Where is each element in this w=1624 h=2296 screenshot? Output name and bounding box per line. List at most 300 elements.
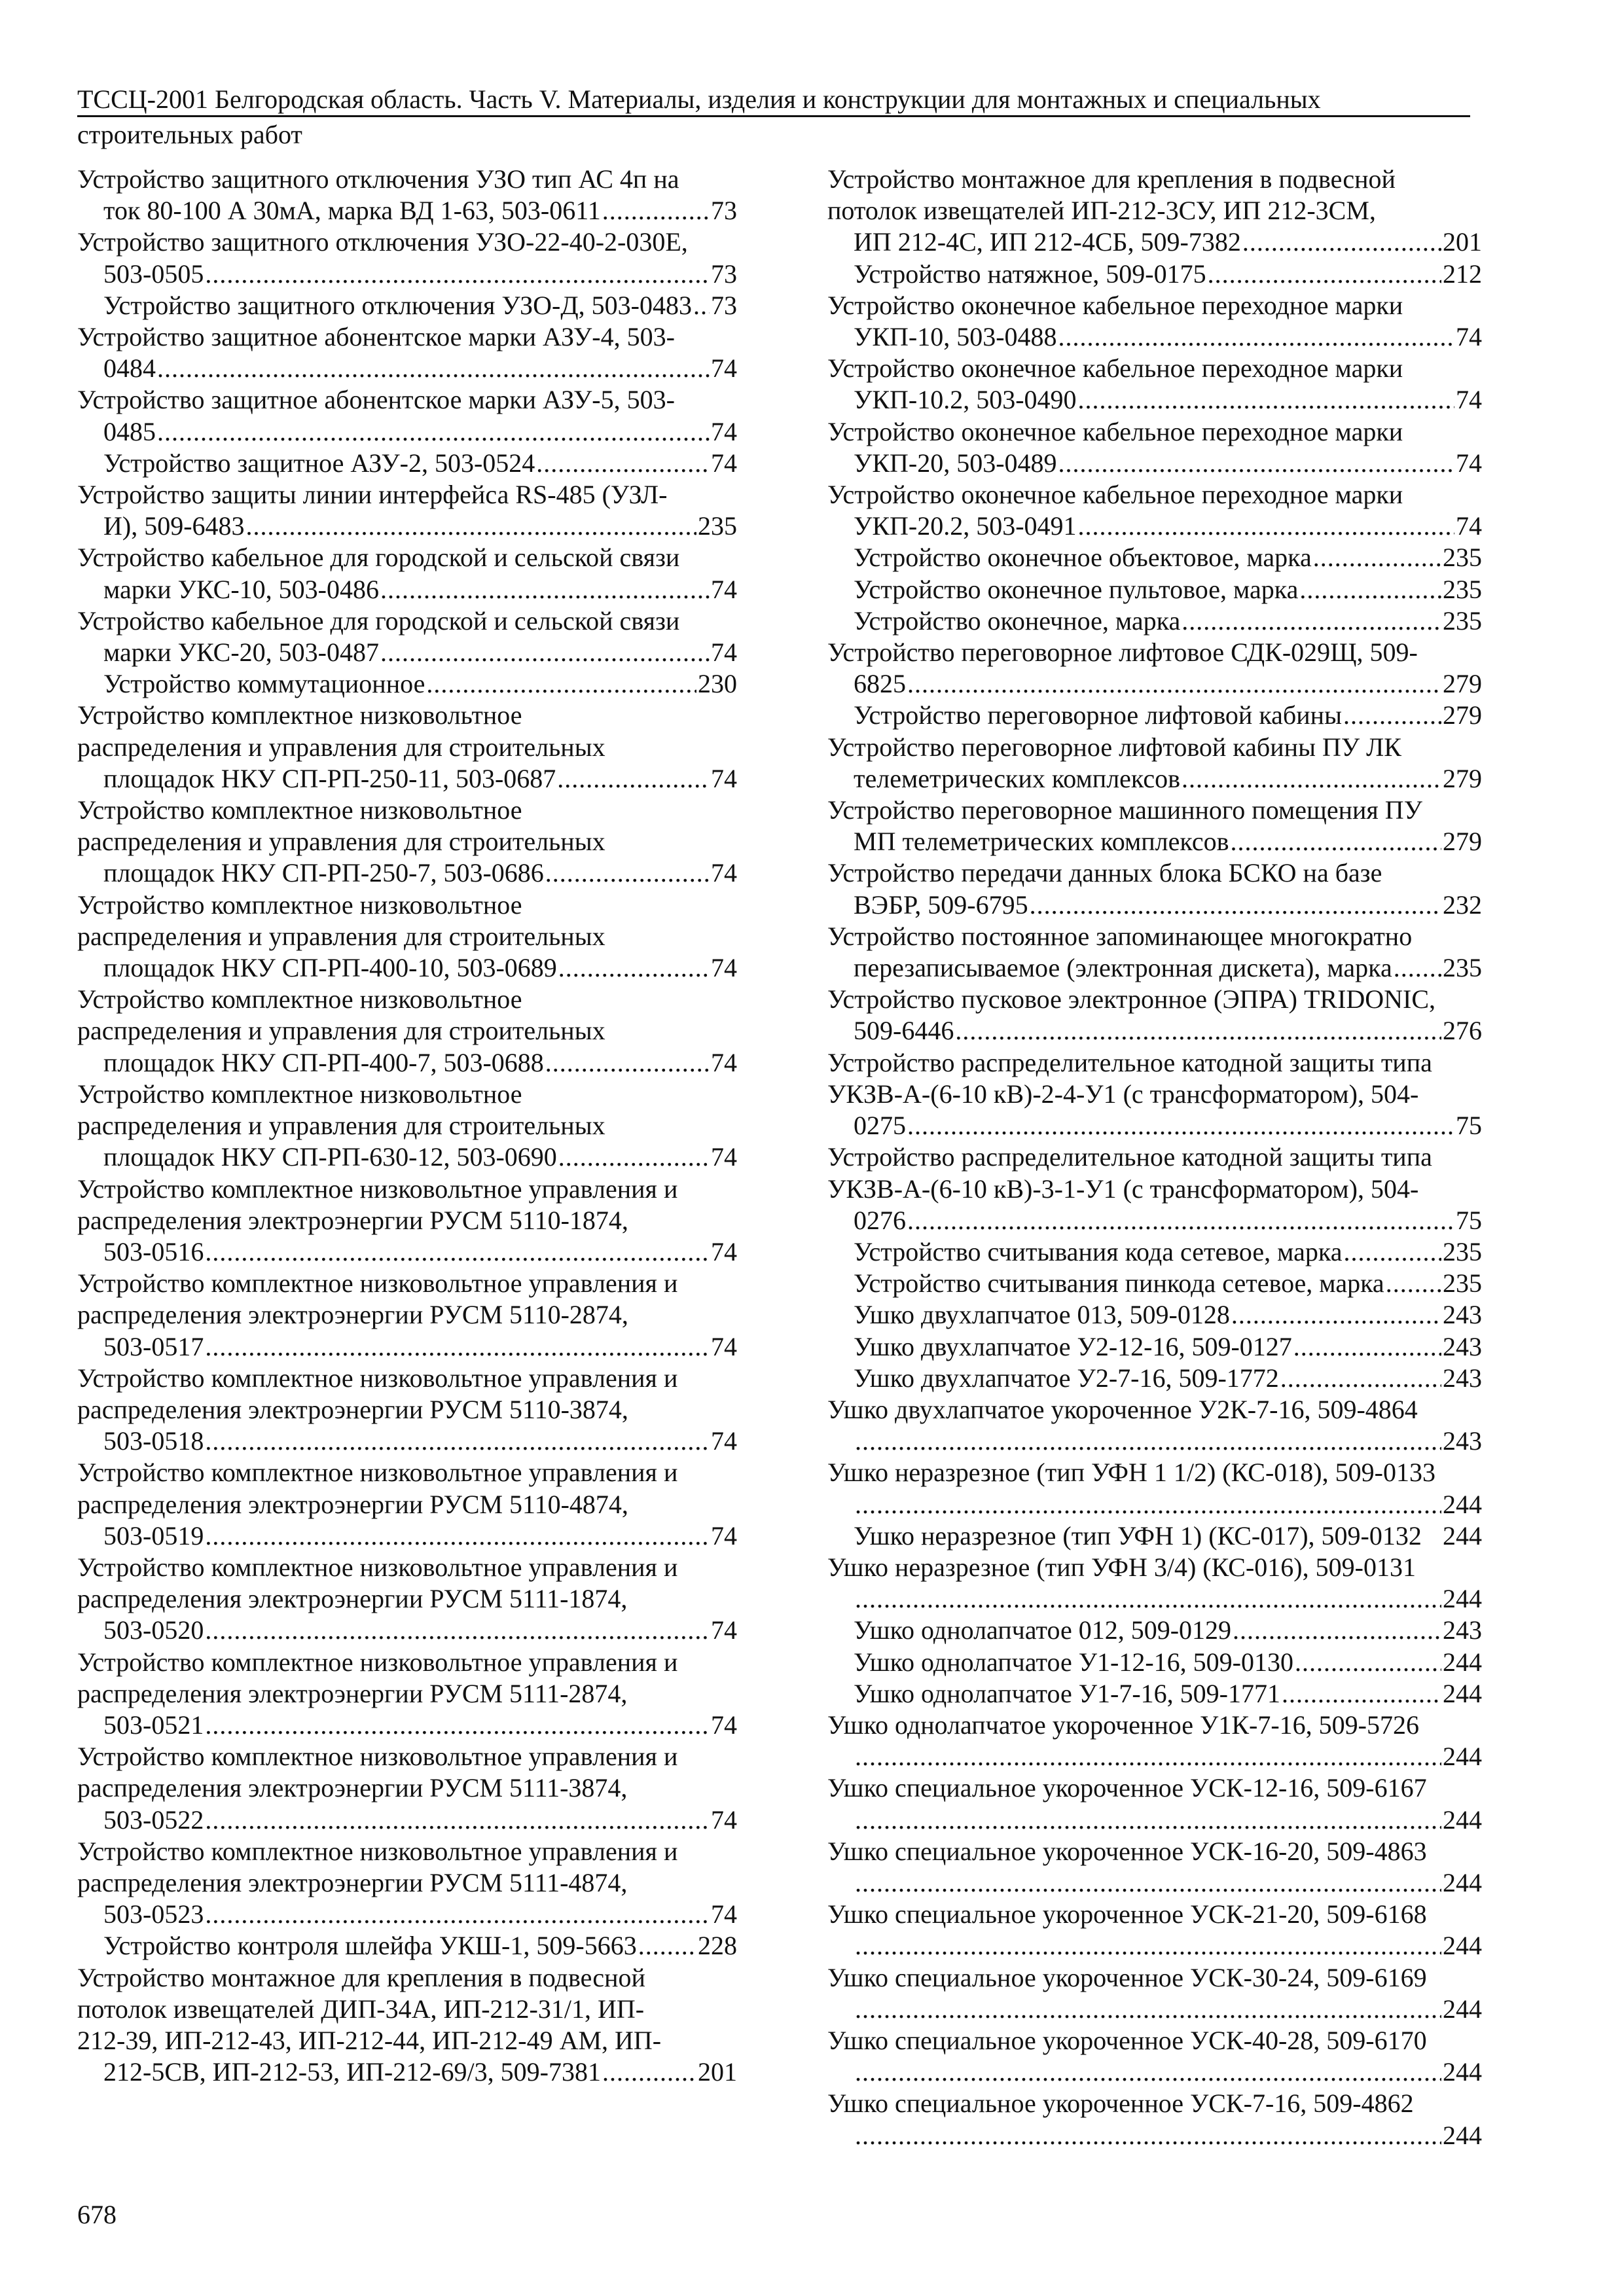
index-entry-text: Устройство комплектное низковольтное: [77, 700, 522, 730]
dot-leader: [558, 1141, 710, 1173]
index-entry: [77, 1930, 737, 1962]
index-entry: [827, 259, 1482, 290]
index-page-ref: 244: [1443, 1994, 1482, 2024]
index-entry-last-line: [103, 353, 737, 384]
index-entry-text: площадок НКУ СП-РП-250-11, 503-0687: [103, 763, 556, 793]
dot-leader: [557, 763, 710, 795]
index-entry-last-line: [103, 1141, 737, 1173]
index-entry-text: Ушко однолапчатое укороченное У1К-7-16, 509-5726: [827, 1710, 1419, 1740]
index-entry-last-line: [103, 259, 737, 290]
dot-leader: [855, 1741, 1441, 1772]
header-title: ТССЦ-2001 Белгородская область. Часть V. Материалы, изделия и конструкции для монтажных и специальных: [77, 84, 1321, 114]
index-entry: [77, 1079, 737, 1174]
index-entry: [827, 290, 1482, 353]
index-page-ref: 235: [1443, 605, 1482, 636]
index-entry: [827, 353, 1482, 416]
index-entry-last-line: [854, 1331, 1482, 1363]
index-page-ref: 279: [1443, 700, 1482, 730]
index-entry-last-line: [103, 290, 737, 321]
index-entry: [77, 448, 737, 479]
index-page-ref: 235: [1443, 543, 1482, 573]
index-page-ref: 243: [1443, 1426, 1482, 1456]
index-entry-text: 0485: [103, 416, 156, 446]
index-entry-text: телеметрических комплексов: [854, 763, 1181, 793]
index-entry-text: Устройство оконечное кабельное переходное марки: [827, 416, 1403, 446]
index-page-ref: 243: [1443, 1363, 1482, 1393]
index-entry-text: Устройство монтажное для крепления в подвесной: [77, 1962, 645, 1992]
index-entry-text: 212-5СВ, ИП-212-53, ИП-212-69/3, 509-7381: [103, 2057, 601, 2087]
index-entry-last-line: [103, 637, 737, 668]
index-page-ref: 244: [1443, 1931, 1482, 1961]
dot-leader: [536, 448, 710, 479]
index-entry-text: Устройство защитного отключения УЗО тип АС 4п на: [77, 164, 679, 194]
dot-leader: [1295, 1647, 1441, 1678]
index-entry: [827, 1772, 1482, 1835]
dot-leader: [545, 1047, 710, 1079]
index-entry-text: Устройство защитное абонентское марки АЗУ-4, 503-: [77, 322, 675, 352]
index-entry-last-line: [854, 384, 1482, 416]
dot-leader: [693, 290, 710, 321]
index-entry-text: Устройство натяжное, 509-0175: [854, 259, 1206, 289]
index-page-ref: 73: [711, 259, 737, 289]
index-entry-last-line: [854, 1678, 1482, 1710]
index-entry-text: 212-39, ИП-212-43, ИП-212-44, ИП-212-49 АМ, ИП-: [77, 2025, 662, 2055]
index-entry: [827, 1457, 1482, 1520]
index-entry-text: Ушко двухлапчатое У2-12-16, 509-0127: [854, 1331, 1292, 1361]
index-entry-text: ток 80-100 А 30мА, марка ВД 1-63, 503-0611: [103, 196, 601, 226]
index-page-ref: 73: [711, 290, 737, 320]
index-entry: [827, 921, 1482, 984]
index-entry-last-line: [854, 1110, 1482, 1141]
index-page-ref: 244: [1443, 2057, 1482, 2087]
dot-leader: [157, 353, 710, 384]
dot-leader: [426, 668, 696, 700]
index-entry: [827, 1047, 1482, 1142]
index-entry: [77, 321, 737, 384]
index-entry-last-line: [854, 1363, 1482, 1394]
index-entry-last-line: [103, 857, 737, 889]
index-page-ref: 228: [698, 1931, 737, 1961]
dot-leader: [1182, 605, 1441, 637]
index-page-ref: 279: [1443, 827, 1482, 857]
dot-leader: [1233, 1615, 1441, 1646]
dot-leader: [205, 1615, 710, 1646]
index-entry: [827, 1520, 1482, 1552]
index-entry-text: Ушко однолапчатое У1-12-16, 509-0130: [854, 1647, 1293, 1677]
dot-leader: [855, 2056, 1441, 2088]
index-entry-text: распределения электроэнергии РУСМ 5110-1874,: [77, 1205, 628, 1235]
index-entry-text: 503-0518: [103, 1426, 204, 1456]
index-entry-text: марки УКС-10, 503-0486: [103, 574, 379, 604]
index-entry-last-line: [854, 511, 1482, 542]
index-entry-text: площадок НКУ СП-РП-400-7, 503-0688: [103, 1047, 544, 1077]
index-entry-text: распределения и управления для строительных: [77, 1111, 605, 1141]
index-entry: [77, 164, 737, 226]
index-entry-text: 503-0517: [103, 1331, 204, 1361]
dot-leader: [205, 1331, 710, 1363]
index-entry-text: потолок извещателей ДИП-34А, ИП-212-31/1, ИП-: [77, 1994, 645, 2024]
index-entry-last-line: [854, 1268, 1482, 1299]
index-entry: [77, 1962, 737, 2089]
index-page-ref: 201: [698, 2057, 737, 2087]
index-entry: [827, 164, 1482, 259]
dot-leader: [205, 1520, 710, 1552]
index-entry-last-line: [854, 542, 1482, 573]
index-entry-last-line: [854, 1647, 1482, 1678]
index-page-ref: 74: [711, 1142, 737, 1172]
index-entry-last-line: [854, 2056, 1482, 2088]
index-page-ref: 276: [1443, 1016, 1482, 1046]
index-entry-text: Устройство комплектное низковольтное управления и: [77, 1552, 678, 1582]
index-page-ref: 244: [1443, 1867, 1482, 1897]
dot-leader: [855, 1426, 1441, 1457]
dot-leader: [955, 1015, 1441, 1047]
index-page-ref: 235: [698, 511, 737, 541]
dot-leader: [855, 1930, 1441, 1962]
index-entry-last-line: [854, 1741, 1482, 1772]
index-page-ref: 74: [711, 763, 737, 793]
index-entry: [827, 542, 1482, 573]
dot-leader: [1386, 1268, 1441, 1299]
index-page-ref: 74: [711, 1047, 737, 1077]
index-entry-text: Устройство оконечное кабельное переходное марки: [827, 353, 1403, 384]
index-entry-last-line: [854, 1489, 1482, 1520]
index-entry: [77, 479, 737, 542]
index-entry-last-line: [854, 321, 1482, 353]
index-entry-text: Устройство защитное абонентское марки АЗУ-5, 503-: [77, 385, 675, 415]
index-entry: [77, 1741, 737, 1836]
index-entry: [827, 1678, 1482, 1710]
index-entry-text: распределения и управления для строительных: [77, 1016, 605, 1046]
dot-leader: [855, 1867, 1441, 1899]
index-entry: [77, 290, 737, 321]
index-entry-text: 503-0519: [103, 1520, 204, 1551]
index-entry-text: Устройство комплектное низковольтное управления и: [77, 1174, 678, 1204]
index-entry: [77, 605, 737, 668]
index-entry-text: Устройство переговорное машинного помещения ПУ: [827, 795, 1422, 825]
index-entry-text: Устройство передачи данных блока БСКО на базе: [827, 858, 1382, 888]
index-entry-text: Устройство комплектное низковольтное управления и: [77, 1836, 678, 1866]
index-entry-text: Устройство коммутационное: [103, 669, 425, 699]
index-entry: [77, 700, 737, 795]
index-page-ref: 74: [711, 953, 737, 983]
index-page-ref: 244: [1443, 1647, 1482, 1677]
index-entry-text: УКЗВ-А-(6-10 кВ)-3-1-У1 (с трансформатором), 504-: [827, 1174, 1419, 1204]
index-entry-text: Устройство постоянное запоминающее многократно: [827, 921, 1413, 951]
dot-leader: [246, 511, 696, 542]
index-entry-text: Устройство оконечное кабельное переходное марки: [827, 480, 1403, 510]
index-page-ref: 279: [1443, 669, 1482, 699]
index-entry-text: Устройство комплектное низковольтное: [77, 1079, 522, 1109]
dot-leader: [1230, 826, 1441, 857]
index-entry-text: 503-0520: [103, 1615, 204, 1645]
index-entry-last-line: [854, 1426, 1482, 1457]
index-entry: [827, 700, 1482, 731]
index-page-ref: 74: [711, 1331, 737, 1361]
index-entry-text: Устройство комплектное низковольтное управления и: [77, 1647, 678, 1677]
index-page-ref: 235: [1443, 1268, 1482, 1299]
index-entry-last-line: [854, 952, 1482, 984]
index-entry-text: Устройство защиты линии интерфейса RS-485 (УЗЛ-: [77, 480, 668, 510]
index-entry-text: Устройство защитное АЗУ-2, 503-0524: [103, 448, 535, 478]
index-entry-last-line: [854, 1205, 1482, 1236]
index-entry: [827, 416, 1482, 479]
index-entry: [827, 1331, 1482, 1363]
index-entry-last-line: [854, 1804, 1482, 1836]
index-entry-last-line: [103, 574, 737, 605]
index-entry: [77, 384, 737, 447]
index-entry: [827, 1962, 1482, 2025]
dot-leader: [855, 1804, 1441, 1836]
index-entry-last-line: [854, 763, 1482, 795]
dot-leader: [1182, 763, 1441, 795]
dot-leader: [205, 1899, 710, 1930]
index-entry-last-line: [103, 763, 737, 795]
index-entry-text: Устройство комплектное низковольтное управления и: [77, 1268, 678, 1299]
index-entry-text: 0276: [854, 1205, 906, 1235]
index-entry-text: 503-0522: [103, 1804, 204, 1835]
index-entry-text: 503-0516: [103, 1236, 204, 1266]
dot-leader: [1343, 1236, 1441, 1268]
running-header: [77, 84, 1470, 117]
index-entry: [77, 889, 737, 984]
index-entry: [827, 1899, 1482, 1962]
index-entry: [827, 574, 1482, 605]
index-entry-text: Устройство пусковое электронное (ЭПРА) TRIDONIC,: [827, 984, 1436, 1014]
dot-leader: [1078, 511, 1454, 542]
index-entry-last-line: [103, 1426, 737, 1457]
index-entry-last-line: [103, 1930, 737, 1962]
index-entry-text: Устройство считывания пинкода сетевое, марка: [854, 1268, 1384, 1299]
index-entry-text: Ушко специальное укороченное УСК-21-20, 509-6168: [827, 1899, 1427, 1929]
index-entry: [77, 542, 737, 605]
dot-leader: [1242, 226, 1441, 258]
index-page-ref: 201: [1443, 227, 1482, 257]
index-entry-text: УКП-20.2, 503-0491: [854, 511, 1077, 541]
index-entry: [827, 984, 1482, 1047]
index-entry-last-line: [854, 259, 1482, 290]
dot-leader: [855, 1994, 1441, 2025]
index-entry-text: Ушко двухлапчатое 013, 509-0128: [854, 1300, 1230, 1330]
dot-leader: [205, 1804, 710, 1836]
dot-leader: [1394, 952, 1441, 984]
index-entry: [827, 1268, 1482, 1299]
index-entry: [77, 984, 737, 1079]
index-entry: [827, 1647, 1482, 1678]
index-entry-text: УКП-10, 503-0488: [854, 322, 1057, 352]
index-page-ref: 74: [711, 574, 737, 604]
index-entry-last-line: [854, 1299, 1482, 1331]
index-entry-last-line: [854, 605, 1482, 637]
index-entry-text: Устройство распределительное катодной защиты типа: [827, 1047, 1432, 1077]
index-entry-text: УКЗВ-А-(6-10 кВ)-2-4-У1 (с трансформатором), 504-: [827, 1079, 1419, 1109]
index-entry-text: Устройство комплектное низковольтное: [77, 889, 522, 920]
index-entry-text: ВЭБР, 509-6795: [854, 889, 1028, 920]
index-page-ref: 279: [1443, 763, 1482, 793]
index-entry: [827, 2088, 1482, 2151]
index-entry-last-line: [854, 1994, 1482, 2025]
index-entry-text: площадок НКУ СП-РП-400-10, 503-0689: [103, 953, 557, 983]
index-entry-last-line: [854, 1867, 1482, 1899]
dot-leader: [855, 1489, 1441, 1520]
index-entry: [77, 1174, 737, 1268]
index-page-ref: 74: [711, 637, 737, 668]
index-page-ref: 244: [1443, 1584, 1482, 1614]
index-entry: [77, 795, 737, 889]
index-entry-text: Ушко двухлапчатое укороченное У2К-7-16, 509-4864: [827, 1394, 1418, 1424]
index-entry: [827, 1299, 1482, 1331]
index-entry-text: Ушко неразрезное (тип УФН 3/4) (КС-016), 509-0131: [827, 1552, 1416, 1582]
index-entry-last-line: [103, 952, 737, 984]
index-page-ref: 244: [1443, 1742, 1482, 1772]
index-entry-text: Устройство комплектное низковольтное управления и: [77, 1363, 678, 1393]
dot-leader: [1231, 1299, 1441, 1331]
dot-leader: [205, 259, 710, 290]
index-page-ref: 74: [1456, 322, 1482, 352]
index-entry-text: Ушко специальное укороченное УСК-12-16, 509-6167: [827, 1773, 1427, 1803]
index-entry-text: Ушко неразрезное (тип УФН 1 1/2) (КС-018), 509-0133: [827, 1458, 1435, 1488]
index-page-ref: 235: [1443, 1236, 1482, 1266]
index-page-ref: 74: [711, 1899, 737, 1929]
index-entry: [827, 1141, 1482, 1236]
index-page-ref: 75: [1456, 1205, 1482, 1235]
index-entry: [827, 479, 1482, 542]
index-entry-text: распределения и управления для строительных: [77, 827, 605, 857]
dot-leader: [380, 574, 710, 605]
index-page-ref: 74: [711, 1426, 737, 1456]
index-column-left: [77, 164, 737, 2088]
index-entry-last-line: [103, 1710, 737, 1741]
dot-leader: [205, 1236, 710, 1268]
index-page-ref: 244: [1443, 2120, 1482, 2150]
index-page-ref: 243: [1443, 1331, 1482, 1361]
index-entry-text: 0275: [854, 1111, 906, 1141]
index-entry: [827, 1552, 1482, 1615]
dot-leader: [1208, 259, 1441, 290]
index-entry-last-line: [103, 1615, 737, 1646]
index-entry-text: распределения электроэнергии РУСМ 5111-2874,: [77, 1678, 628, 1708]
index-entry-text: Ушко специальное укороченное УСК-7-16, 509-4862: [827, 2089, 1414, 2119]
dot-leader: [1282, 1678, 1441, 1710]
index-entry-text: потолок извещателей ИП-212-3СУ, ИП 212-3СМ,: [827, 196, 1376, 226]
index-entry-text: Устройство комплектное низковольтное: [77, 984, 522, 1014]
index-page-ref: 244: [1443, 1804, 1482, 1835]
index-entry: [827, 2025, 1482, 2088]
index-entry-last-line: [103, 1047, 737, 1079]
index-entry-text: Ушко специальное укороченное УСК-30-24, 509-6169: [827, 1962, 1427, 1992]
index-entry-last-line: [854, 2120, 1482, 2151]
index-entry: [77, 1268, 737, 1363]
index-entry-text: Устройство оконечное объектовое, марка: [854, 543, 1312, 573]
dot-leader: [1343, 700, 1441, 731]
index-page-ref: 74: [711, 1520, 737, 1551]
index-entry-text: распределения электроэнергии РУСМ 5111-3874,: [77, 1773, 628, 1803]
index-entry-text: Устройство комплектное низковольтное: [77, 795, 522, 825]
index-page-ref: 73: [711, 196, 737, 226]
index-entry: [827, 1363, 1482, 1394]
dot-leader: [558, 952, 710, 984]
index-entry-text: 503-0521: [103, 1710, 204, 1740]
index-page-ref: 74: [1456, 448, 1482, 478]
dot-leader: [1058, 448, 1454, 479]
index-entry-text: И), 509-6483: [103, 511, 245, 541]
index-entry-text: 509-6446: [854, 1016, 954, 1046]
index-entry: [77, 1457, 737, 1552]
index-entry: [827, 1615, 1482, 1646]
index-entry-text: Устройство кабельное для городской и сельской связи: [77, 605, 680, 636]
index-entry-text: Устройство кабельное для городской и сельской связи: [77, 543, 680, 573]
index-entry-last-line: [854, 889, 1482, 921]
index-entry-last-line: [854, 448, 1482, 479]
index-entry-text: 0484: [103, 353, 156, 384]
index-entry-text: Устройство переговорное лифтовой кабины: [854, 700, 1342, 730]
index-page-ref: 244: [1443, 1520, 1482, 1551]
dot-leader: [1280, 1363, 1441, 1394]
index-page-ref: 232: [1443, 889, 1482, 920]
dot-leader: [205, 1426, 710, 1457]
index-entry: [77, 226, 737, 289]
index-entry-last-line: [103, 668, 737, 700]
index-entry-last-line: [854, 1615, 1482, 1646]
index-entry: [827, 1394, 1482, 1457]
index-entry: [77, 1363, 737, 1458]
dot-leader: [157, 416, 710, 448]
index-column-right: [827, 164, 1482, 2151]
index-page-ref: 243: [1443, 1300, 1482, 1330]
dot-leader: [1058, 321, 1454, 353]
dot-leader: [602, 195, 710, 226]
index-page-ref: 74: [711, 416, 737, 446]
dot-leader: [855, 1583, 1441, 1615]
dot-leader: [602, 2056, 696, 2088]
index-entry-last-line: [854, 826, 1482, 857]
index-page-ref: 74: [711, 1710, 737, 1740]
index-page-ref: 235: [1443, 574, 1482, 604]
index-entry-last-line: [854, 574, 1482, 605]
index-entry-last-line: [103, 1899, 737, 1930]
index-page-ref: 74: [711, 448, 737, 478]
dot-leader: [638, 1930, 696, 1962]
index-entry: [827, 1236, 1482, 1268]
index-entry-text: Устройство оконечное кабельное переходное марки: [827, 290, 1403, 320]
index-entry: [827, 795, 1482, 857]
index-entry-text: Ушко неразрезное (тип УФН 1) (КС-017), 509-0132: [854, 1520, 1422, 1551]
index-entry-text: Устройство оконечное, марка: [854, 605, 1181, 636]
index-page-ref: 243: [1443, 1615, 1482, 1645]
dot-leader: [205, 1710, 710, 1741]
dot-leader: [907, 1110, 1454, 1141]
index-entry-text: Устройство распределительное катодной защиты типа: [827, 1142, 1432, 1172]
index-entry-text: Ушко двухлапчатое У2-7-16, 509-1772: [854, 1363, 1279, 1393]
index-entry-last-line: [103, 1804, 737, 1836]
index-entry-text: Устройство монтажное для крепления в подвесной: [827, 164, 1396, 194]
index-entry-last-line: [854, 700, 1482, 731]
dot-leader: [545, 857, 710, 889]
index-page-ref: 212: [1443, 259, 1482, 289]
index-entry-last-line: [103, 2056, 737, 2088]
index-entry: [77, 1552, 737, 1647]
index-entry: [77, 1647, 737, 1742]
index-entry-text: Ушко однолапчатое У1-7-16, 509-1771: [854, 1678, 1280, 1708]
index-entry-last-line: [103, 1236, 737, 1268]
index-page-ref: 230: [698, 669, 737, 699]
index-entry-text: Устройство считывания кода сетевое, марка: [854, 1236, 1343, 1266]
page-number: 678: [77, 2200, 117, 2229]
index-entry-last-line: [103, 511, 737, 542]
index-entry-text: Ушко однолапчатое 012, 509-0129: [854, 1615, 1232, 1645]
index-entry-last-line: [854, 1520, 1482, 1552]
index-entry-text: 503-0523: [103, 1899, 204, 1929]
